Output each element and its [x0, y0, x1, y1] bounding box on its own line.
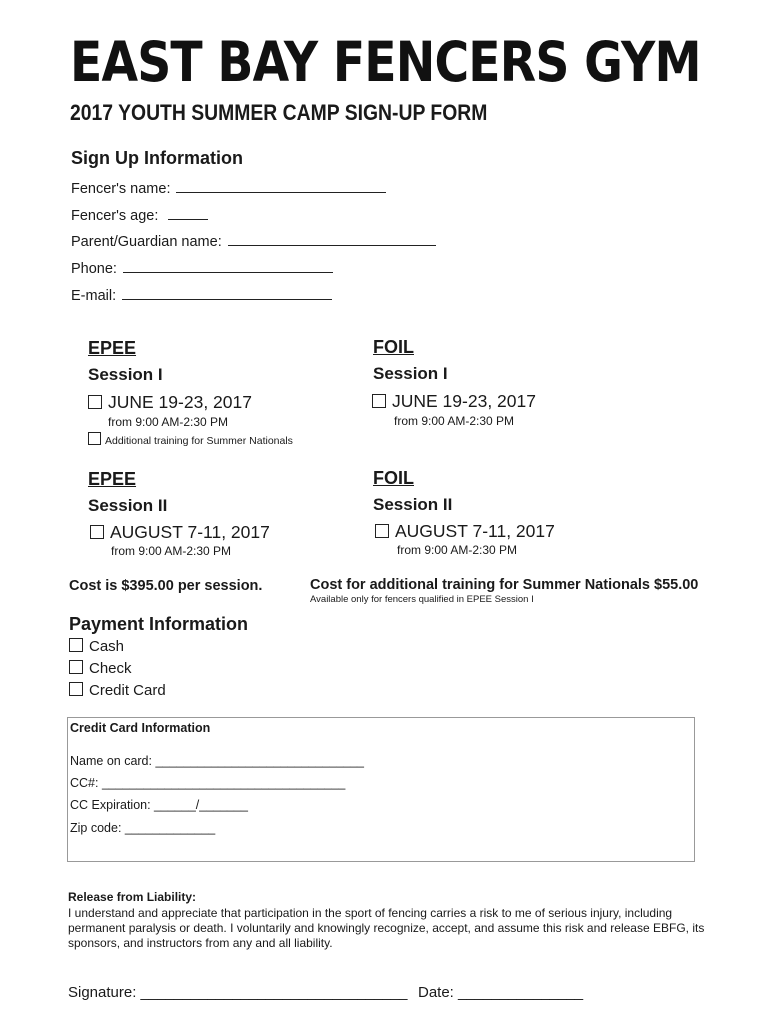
parent-name-label: Parent/Guardian name: [71, 234, 222, 250]
parent-name-line[interactable] [228, 231, 436, 246]
email-label: E-mail: [71, 288, 117, 304]
zip-code-field[interactable]: Zip code: _____________ [70, 821, 216, 835]
fencer-age-field[interactable] [71, 205, 208, 224]
release-heading: Release from Liability: [68, 890, 197, 904]
foil1-checkbox[interactable] [372, 394, 386, 408]
form-title: 2017 YOUTH SUMMER CAMP SIGN-UP FORM [70, 100, 488, 125]
session-cost: Cost is $395.00 per session. [69, 578, 263, 594]
epee2-discipline: EPEE [88, 469, 137, 489]
epee1-discipline: EPEE [88, 338, 137, 358]
foil1-discipline: FOIL [373, 337, 414, 357]
gym-logo: EAST BAY FENCERS GYM [70, 30, 701, 94]
foil2-session: Session II [373, 495, 453, 514]
card-number-field[interactable]: CC#: ___________________________________ [70, 776, 346, 790]
fencer-age-line[interactable] [168, 205, 208, 220]
phone-label: Phone: [71, 261, 117, 277]
epee1-date: JUNE 19-23, 2017 [108, 392, 252, 412]
check-label: Check [89, 660, 132, 677]
foil1-session: Session I [373, 364, 448, 383]
date-field[interactable]: Date: _______________ [418, 984, 584, 1001]
epee2-time: from 9:00 AM-2:30 PM [111, 544, 232, 558]
card-expiration-field[interactable]: CC Expiration: ______/_______ [70, 798, 248, 812]
fencer-name-label: Fencer's name: [71, 181, 171, 197]
phone-field[interactable] [71, 258, 333, 277]
epee2-checkbox[interactable] [90, 525, 104, 539]
fencer-name-field[interactable] [71, 178, 386, 197]
payment-heading: Payment Information [69, 614, 249, 634]
foil2-discipline: FOIL [373, 468, 414, 488]
foil1-date: JUNE 19-23, 2017 [392, 391, 536, 411]
payment-option-cash[interactable] [69, 638, 124, 655]
signup-heading: Sign Up Information [71, 148, 243, 168]
epee2-session: Session II [88, 496, 168, 515]
cash-label: Cash [89, 638, 125, 655]
foil1-time: from 9:00 AM-2:30 PM [394, 414, 515, 428]
epee2-date: AUGUST 7-11, 2017 [110, 522, 270, 542]
foil2-checkbox[interactable] [375, 524, 389, 538]
extra-training-note: Available only for fencers qualified in EPEE Session I [310, 594, 534, 605]
credit-card-label: Credit Card [89, 682, 166, 699]
release-text: I understand and appreciate that participation in the sport of fencing carries a risk to me of serious injury, including permanent paralysis or death. I voluntarily and knowingly recognize, accept, and assume this risk and release EBFG, its sponsors, and instructors from any and all liability. [68, 906, 705, 950]
parent-name-field[interactable] [71, 231, 436, 250]
epee2-option[interactable] [90, 522, 270, 543]
epee1-option[interactable] [88, 392, 252, 413]
payment-option-credit-card[interactable] [69, 682, 166, 699]
fencer-age-label: Fencer's age: [71, 208, 159, 224]
epee1-extra-label: Additional training for Summer Nationals [105, 435, 293, 447]
foil1-option[interactable] [372, 391, 536, 412]
email-line[interactable] [122, 285, 332, 300]
foil2-date: AUGUST 7-11, 2017 [395, 521, 555, 541]
credit-card-heading: Credit Card Information [70, 721, 211, 735]
email-field[interactable] [71, 285, 332, 304]
epee1-extra-checkbox[interactable] [88, 432, 101, 445]
card-name-field[interactable]: Name on card: ______________________________ [70, 754, 365, 768]
extra-training-cost: Cost for additional training for Summer Nationals $55.00 [310, 577, 699, 593]
foil2-option[interactable] [375, 521, 555, 542]
foil2-time: from 9:00 AM-2:30 PM [397, 543, 518, 557]
cash-checkbox[interactable] [69, 638, 83, 652]
check-checkbox[interactable] [69, 660, 83, 674]
credit-card-checkbox[interactable] [69, 682, 83, 696]
fencer-name-line[interactable] [176, 178, 386, 193]
phone-line[interactable] [123, 258, 333, 273]
payment-option-check[interactable] [69, 660, 132, 677]
epee1-time: from 9:00 AM-2:30 PM [108, 415, 229, 429]
epee1-session: Session I [88, 365, 163, 384]
signature-field[interactable]: Signature: ________________________________ [68, 984, 408, 1001]
epee1-extra-option[interactable] [88, 432, 293, 447]
epee1-checkbox[interactable] [88, 395, 102, 409]
